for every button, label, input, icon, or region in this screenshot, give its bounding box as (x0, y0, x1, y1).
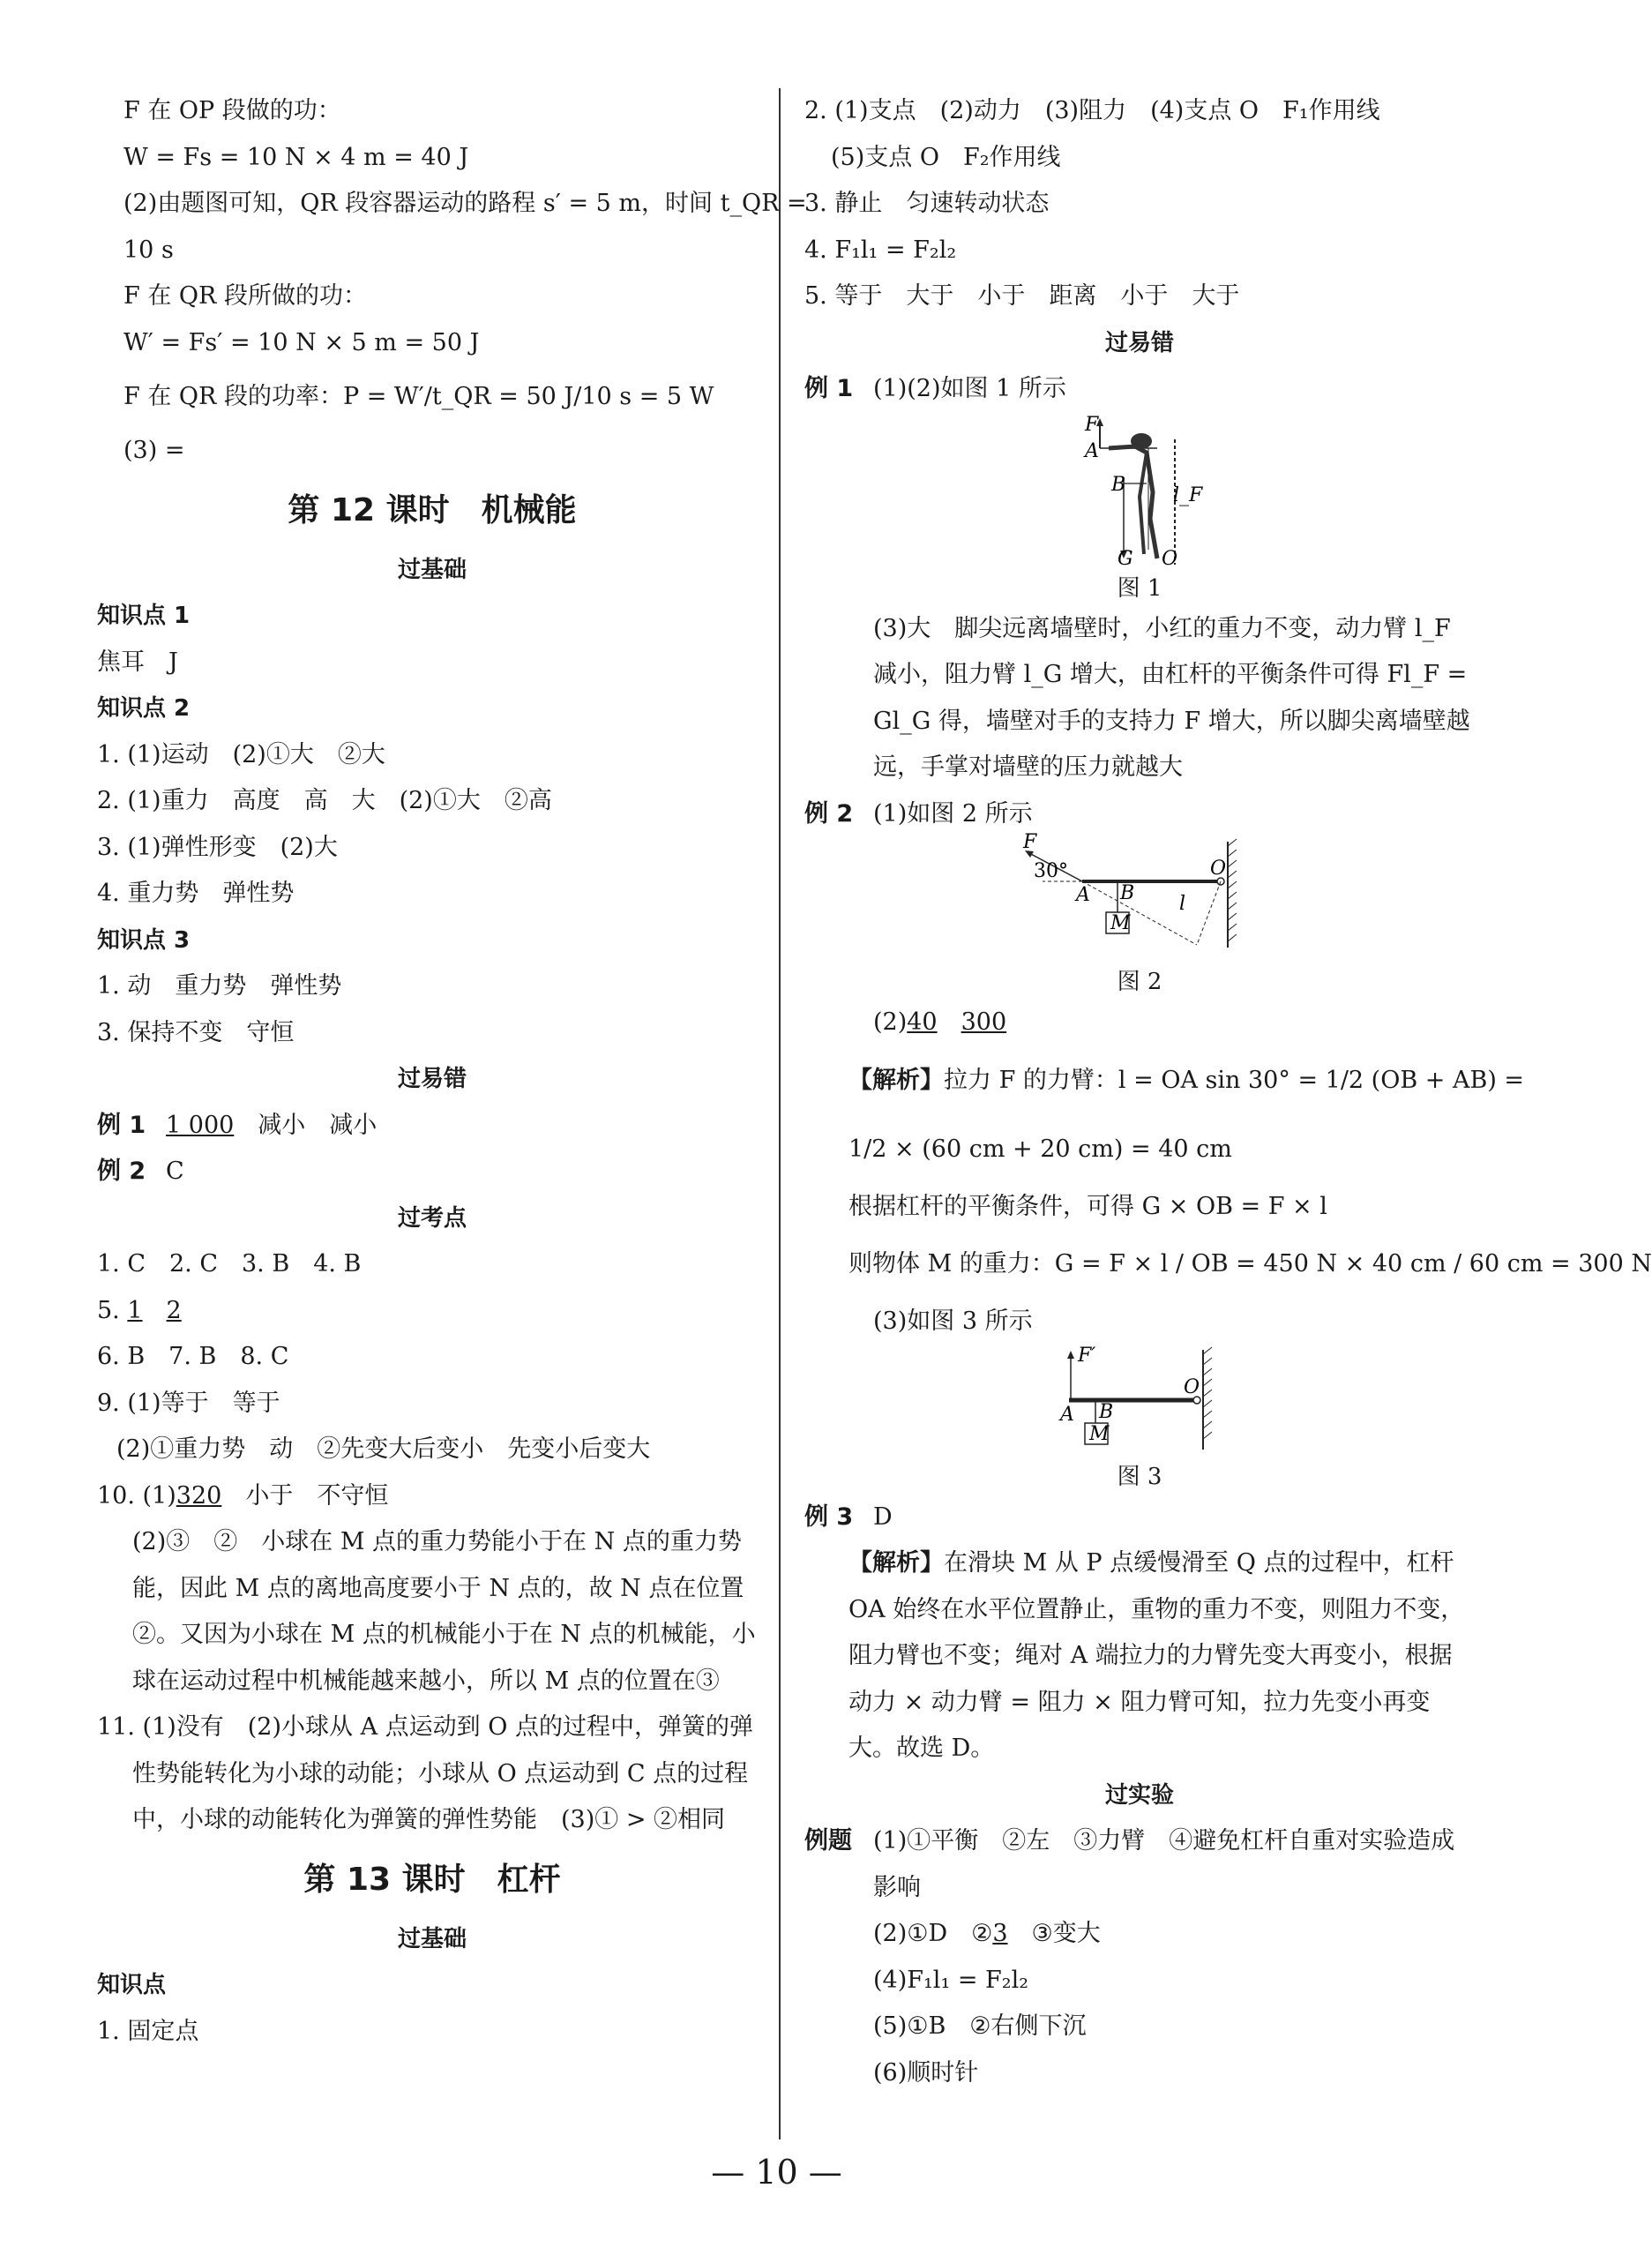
left-column (97, 88, 807, 2055)
column-divider (779, 88, 781, 2139)
right-column (804, 88, 1652, 2096)
text-line: 1. (1)运动 (2)①大 ②大 (97, 740, 385, 768)
answer-value: 320 (176, 1481, 222, 1510)
figure-2-diagram (1016, 831, 1263, 961)
section-heading: 过基础 (397, 1925, 467, 1952)
answer-value: C (166, 1158, 184, 1185)
answer-text: (2)①D ② (873, 1920, 993, 1947)
figure-1 (804, 413, 1475, 606)
text-line (804, 1000, 1475, 1046)
text-line: (3) = (123, 437, 185, 464)
label-lF: l_F (1173, 483, 1203, 506)
label-l: l (1179, 893, 1186, 915)
analysis-line (804, 1046, 1525, 1115)
text-line: 1. 固定点 (97, 2017, 199, 2045)
label-Fprime: F′ (1078, 1344, 1096, 1367)
analysis-tag: 【解析】 (848, 1066, 944, 1094)
analysis-line: 根据杠杆的平衡条件，可得 G × OB = F × l (848, 1192, 1327, 1220)
example-label: 例 2 (804, 799, 854, 828)
example-line (804, 366, 1475, 413)
text-line: 1. C 2. C 3. B 4. B (97, 1250, 362, 1278)
answer-value: 1 000 (166, 1111, 235, 1139)
figure-caption: 图 2 (1117, 969, 1162, 995)
text-line: 4. 重力势 弹性势 (97, 880, 295, 907)
example-line (804, 1495, 1475, 1541)
text-line (97, 1288, 767, 1335)
label-O: O (1210, 858, 1227, 880)
text-line: F 在 QR 段的功率：P = W′/t_QR = 50 J/10 s = 5 W (123, 383, 714, 410)
text-line: (3)如图 3 所示 (873, 1308, 1033, 1335)
question-number: 5. (97, 1296, 128, 1324)
text-line: 4. F₁l₁ = F₂l₂ (804, 236, 957, 264)
example-label: 例 1 (97, 1111, 146, 1139)
lesson-title: 第 13 课时 杠杆 (303, 1861, 561, 1898)
answer-value: 3 (992, 1920, 1008, 1947)
label-O: O (1162, 547, 1178, 570)
example-label: 例 3 (804, 1502, 854, 1531)
figure-3-diagram (1051, 1345, 1228, 1456)
label-B: B (1099, 1400, 1114, 1423)
answer-text: 减小 减小 (234, 1111, 377, 1139)
label-A: A (1060, 1403, 1074, 1426)
text-line: 焦耳 J (97, 648, 178, 676)
text-line (97, 1473, 767, 1520)
section-heading: 过基础 (397, 556, 467, 583)
text-line: F 在 OP 段做的功： (123, 97, 341, 124)
text-line: 2. (1)支点 (2)动力 (3)阻力 (4)支点 O F₁作用线 (804, 97, 1380, 124)
text-line: W′ = Fs′ = 10 N × 5 m = 50 J (123, 328, 480, 356)
example-label: 例 1 (804, 375, 854, 402)
answer-value: 2 (166, 1296, 182, 1324)
paragraph: (2)③ ② 小球在 M 点的重力势能小于在 N 点的重力势能，因此 M 点的离地高度要小于 N 点的，故 N 点在位置②。又因为小球在 M 点的机械能小于在 N 点的机械能，小球在运动过程中机械能越来越小，所以 M 点的位置在③ (132, 1528, 756, 1695)
analysis-line: 则物体 M 的重力：G = F × l / OB = 450 N × 40 cm / 60 cm = 300 N (848, 1250, 1652, 1278)
figure-3 (804, 1345, 1475, 1495)
analysis-paragraph (804, 1540, 1475, 1772)
text-line: 1. 动 重力势 弹性势 (97, 972, 342, 1000)
text-line: 9. (1)等于 等于 (97, 1389, 280, 1417)
answer-value: D (873, 1502, 893, 1531)
section-heading: 过易错 (397, 1066, 467, 1092)
answer-text: (1)(2)如图 1 所示 (873, 375, 1066, 402)
answer-value: 1 (127, 1296, 143, 1324)
example-label: 例 2 (97, 1158, 146, 1185)
page-number: — 10 — (711, 2153, 842, 2192)
paragraph: 11. (1)没有 (2)小球从 A 点运动到 O 点的过程中，弹簧的弹性势能转化为小球的动能；小球从 O 点运动到 C 点的过程中，小球的动能转化为弹簧的弹性势能 (3)① > ②相同 (97, 1713, 753, 1833)
answer-value: 40 (907, 1008, 938, 1036)
text-line: 2. (1)重力 高度 高 大 (2)①大 ②高 (97, 787, 552, 814)
example-line (97, 1149, 767, 1195)
figure-caption: 图 3 (1117, 1463, 1162, 1490)
example-line (97, 1103, 767, 1150)
example-line (804, 791, 1475, 838)
answer-value: 300 (961, 1008, 1007, 1036)
figure-1-diagram (1069, 413, 1210, 570)
knowledge-point: 知识点 3 (97, 926, 191, 954)
text-line: 5. 等于 大于 小于 距离 小于 大于 (804, 282, 1240, 310)
text-line: 3. (1)弹性形变 (2)大 (97, 833, 338, 861)
text-line: F 在 QR 段所做的功： (123, 282, 367, 310)
answer-text: ③变大 (1007, 1920, 1101, 1947)
answer-text: 小于 不守恒 (221, 1481, 389, 1510)
text-line: (4)F₁l₁ = F₂l₂ (873, 1966, 1029, 1994)
figure-caption: 图 1 (1117, 574, 1162, 602)
analysis-text: 在滑块 M 从 P 点缓慢滑至 Q 点的过程中，杠杆 OA 始终在水平位置静止，重物的重力不变，则阻力不变，阻力臂也不变；绳对 A 端拉力的力臂先变大再变小，根据动力 × 动力臂 = 阻力 × 阻力臂可知，拉力先变小再变大。故选 D。 (848, 1549, 1465, 1762)
paragraph: (3)大 脚尖远离墙壁时，小红的重力不变，动力臂 l_F 减小，阻力臂 l_G 增大，由杠杆的平衡条件可得 Fl_F = Gl_G 得，墙壁对手的支持力 F 增大，所以脚尖离墙壁越远，手掌对墙壁的压力就越大 (873, 614, 1470, 781)
label-O: O (1184, 1375, 1200, 1398)
text-line: (5)①B ②右侧下沉 (873, 2012, 1087, 2040)
figure-2 (804, 831, 1475, 1000)
section-heading: 过易错 (1104, 329, 1174, 356)
label-A: A (1085, 439, 1099, 462)
text-line: (2)由题图可知，QR 段容器运动的路程 s′ = 5 m，时间 t_QR = (123, 190, 807, 217)
label-F: F (1023, 831, 1037, 853)
example-line (804, 1818, 1475, 1911)
example-label: 例题 (804, 1827, 852, 1855)
label-F: F (1085, 413, 1099, 436)
question-number: 10. (1) (97, 1481, 176, 1510)
knowledge-point: 知识点 1 (97, 603, 191, 629)
label-B: B (1111, 473, 1126, 496)
answer-text: (1)如图 2 所示 (873, 799, 1033, 828)
lesson-title: 第 12 课时 机械能 (288, 491, 577, 528)
label-A: A (1076, 884, 1090, 906)
text-line: 6. B 7. B 8. C (97, 1343, 289, 1370)
text-line: 3. 保持不变 守恒 (97, 1018, 295, 1046)
text-line: (6)顺时针 (873, 2058, 979, 2087)
answer-text: (2) (873, 1008, 908, 1036)
label-angle: 30° (1034, 860, 1068, 882)
analysis-text: 拉力 F 的力臂：l = OA sin 30° = 1/2 (OB + AB) = (944, 1066, 1525, 1094)
knowledge-point: 知识点 2 (97, 695, 191, 722)
knowledge-point: 知识点 (97, 1972, 167, 1998)
text-line: W = Fs = 10 N × 4 m = 40 J (123, 143, 469, 171)
label-M: M (1089, 1422, 1110, 1445)
label-M: M (1110, 912, 1131, 934)
analysis-tag: 【解析】 (848, 1549, 944, 1577)
label-B: B (1120, 882, 1135, 904)
text-line: (5)支点 O F₂作用线 (831, 143, 1061, 171)
text-line: 3. 静止 匀速转动状态 (804, 190, 1050, 217)
section-heading: 过实验 (1104, 1781, 1174, 1809)
label-G: G (1118, 547, 1133, 570)
text-line (804, 1911, 1475, 1958)
section-heading: 过考点 (397, 1204, 467, 1232)
text-line: (2)①重力势 动 ②先变大后变小 先变小后变大 (116, 1435, 651, 1463)
answer-text: (1)①平衡 ②左 ③力臂 ④避免杠杆自重对实验造成影响 (873, 1827, 1455, 1901)
text-line: 10 s (123, 236, 174, 264)
analysis-line: 1/2 × (60 cm + 20 cm) = 40 cm (848, 1135, 1232, 1163)
